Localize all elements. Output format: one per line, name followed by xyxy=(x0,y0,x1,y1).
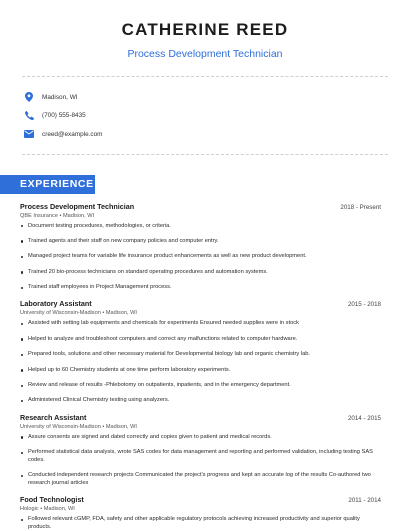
job-header xyxy=(20,202,381,211)
job-bullets xyxy=(20,223,381,292)
experience-list xyxy=(0,202,410,531)
job-bullet: Trained 20 bio-process technicians on standard operating procedures and automation systems. xyxy=(20,269,381,277)
job-organization: University of Wisconsin-Madison • Madison, WI xyxy=(20,424,381,430)
job-dates: 2015 - 2018 xyxy=(348,301,381,308)
job-entry xyxy=(20,495,381,531)
job-bullet: Trained agents and their staff on new company policies and computer entry. xyxy=(20,238,381,246)
location-pin-icon xyxy=(24,92,34,102)
job-organization: University of Wisconsin-Madison • Madison, WI xyxy=(20,310,381,316)
job-bullets xyxy=(20,320,381,405)
contact-email xyxy=(24,125,410,144)
job-title: Process Development Technician xyxy=(20,202,134,211)
job-bullets xyxy=(20,434,381,488)
job-bullet: Assure consents are signed and dated correctly and copies given to patient and medical records. xyxy=(20,434,381,442)
job-entry xyxy=(20,202,381,292)
job-title: Research Assistant xyxy=(20,413,86,422)
contact-email-text: creed@example.com xyxy=(42,131,102,138)
job-bullet: Conducted independent research projects Communicated the project's progress and kept an accurate log of the results Co-authored two research journal articles xyxy=(20,472,381,487)
job-bullet: Helped up to 60 Chemistry students at one time perform laboratory experiments. xyxy=(20,367,381,375)
job-entry xyxy=(20,299,381,405)
job-header xyxy=(20,495,381,504)
job-bullet: Review and release of results -Phlebotomy on outpatients, inpatients, and in the emergency department. xyxy=(20,382,381,390)
job-dates: 2014 - 2015 xyxy=(348,415,381,422)
resume-header xyxy=(0,0,410,61)
job-title: Laboratory Assistant xyxy=(20,299,92,308)
section-heading-experience: EXPERIENCE xyxy=(0,175,95,194)
job-bullet: Managed project teams for variable life insurance product enhancements as well as new product development. xyxy=(20,253,381,261)
job-bullet: Helped to analyze and troubleshoot computers and correct any malfunctions related to computer hardware. xyxy=(20,336,381,344)
job-bullet: Trained staff employees in Project Management process. xyxy=(20,284,381,292)
candidate-name: CATHERINE REED xyxy=(0,20,410,40)
contact-divider xyxy=(22,154,388,155)
job-bullet: Assisted with setting lab equipments and chemicals for experiments Ensured needed supplies were in stock xyxy=(20,320,381,328)
job-organization: QBE Insurance • Madison, WI xyxy=(20,213,381,219)
job-entry xyxy=(20,413,381,488)
email-icon xyxy=(24,129,34,139)
job-bullet: Prepared tools, solutions and other necessary material for Developmental biology lab and organic chemistry lab. xyxy=(20,351,381,359)
candidate-title: Process Development Technician xyxy=(0,48,410,61)
job-header xyxy=(20,413,381,422)
job-dates: 2018 - Present xyxy=(340,204,381,211)
job-bullet: Document testing procedures, methodologies, or criteria. xyxy=(20,223,381,231)
job-bullet: Administered Clinical Chemistry testing using analyzers. xyxy=(20,397,381,405)
contact-location xyxy=(24,88,410,107)
job-bullet: Followed relevant cGMP, FDA, safety and other applicable regulatory protocols achieving increased productivity and superior quality products. xyxy=(20,516,381,531)
job-dates: 2011 - 2014 xyxy=(348,497,381,504)
job-bullets xyxy=(20,516,381,531)
job-header xyxy=(20,299,381,308)
contact-phone-text: (700) 555-8435 xyxy=(42,112,86,119)
job-title: Food Technologist xyxy=(20,495,84,504)
phone-icon xyxy=(24,111,34,121)
job-bullet: Performed statistical data analysis, wrote SAS codes for data management and reporting and performed validation, including testing SAS codes. xyxy=(20,449,381,464)
contact-location-text: Madison, WI xyxy=(42,94,78,101)
job-organization: Hologic • Madison, WI xyxy=(20,506,381,512)
contact-list xyxy=(0,77,410,144)
contact-phone xyxy=(24,107,410,126)
